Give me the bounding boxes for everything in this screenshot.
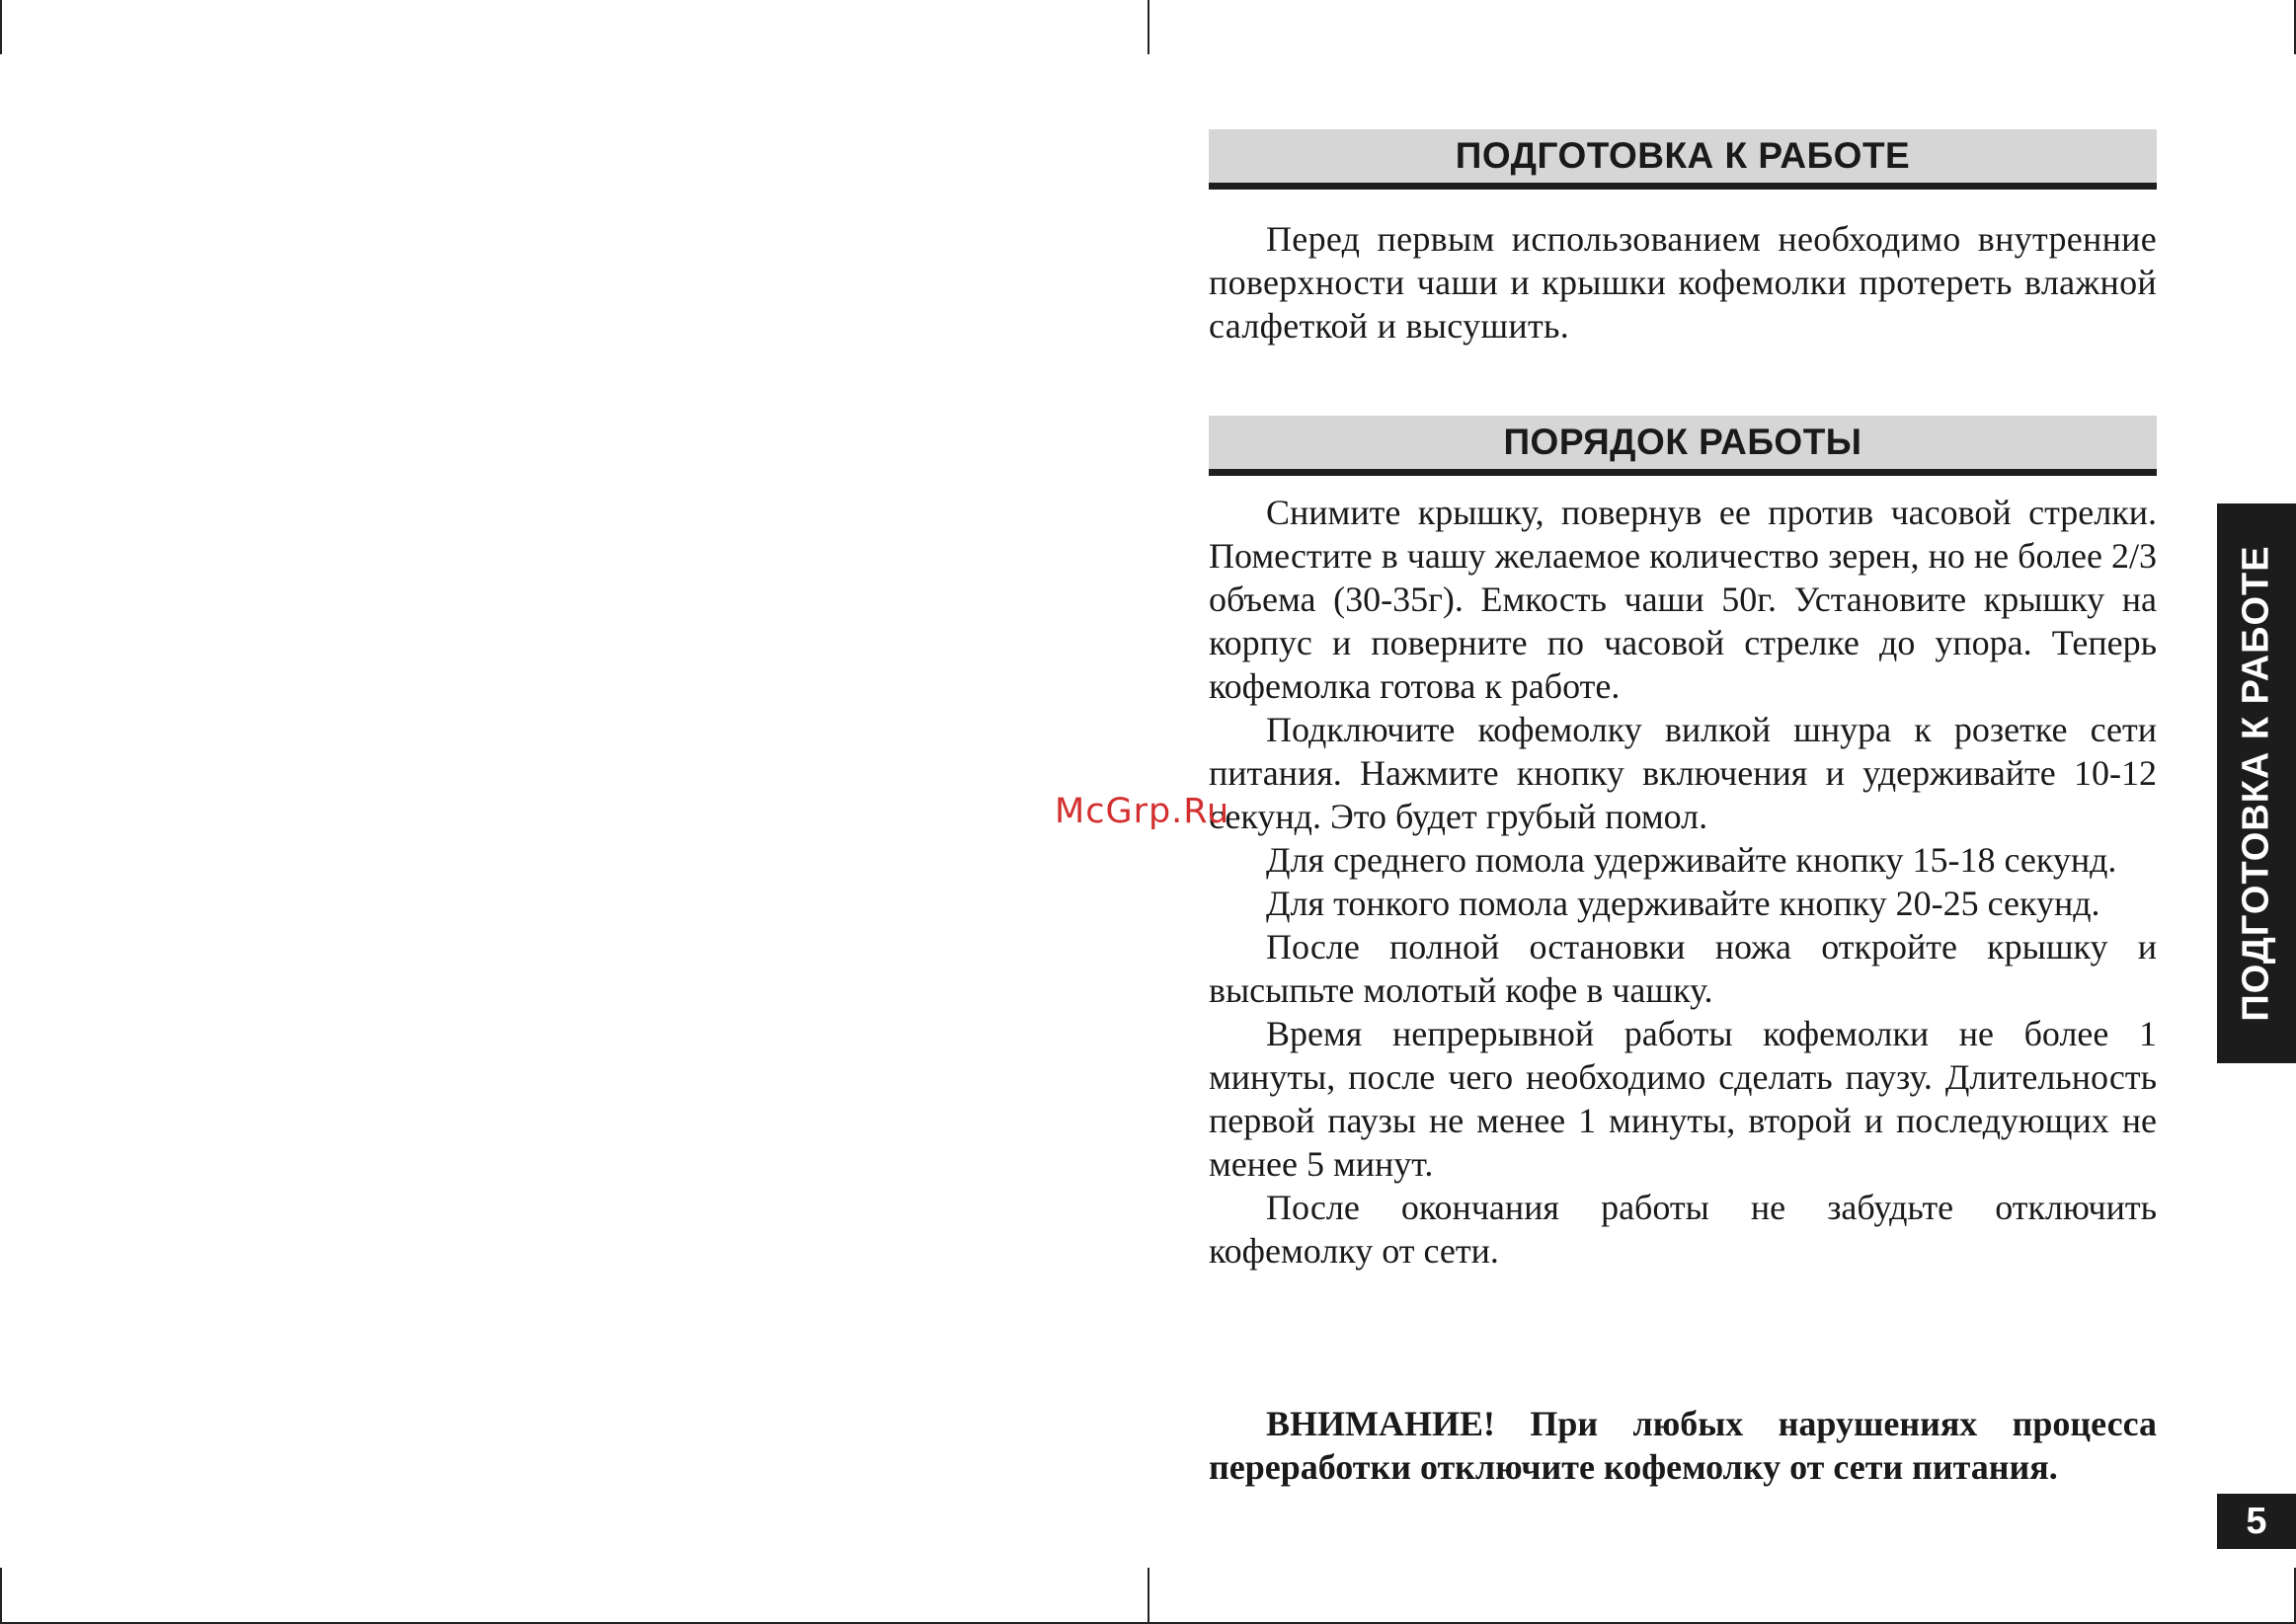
section-header-preparation: ПОДГОТОВКА К РАБОТЕ — [1209, 129, 2157, 190]
side-tab — [2217, 503, 2296, 1063]
side-tab-label: ПОДГОТОВКА К РАБОТЕ — [2235, 545, 2277, 1022]
operation-text — [1209, 491, 2157, 1273]
paragraph: После полной остановки ножа откройте крышку и высыпьте молотый кофе в чашку. — [1209, 927, 2157, 1010]
crop-mark — [1148, 0, 1149, 54]
preparation-text — [1209, 217, 2157, 348]
paragraph: Перед первым использованием необходимо внутренние поверхности чаши и крышки кофемолки протереть влажной салфеткой и высушить. — [1209, 219, 2157, 346]
page-number: 5 — [2217, 1494, 2296, 1549]
crop-mark — [1148, 1568, 1149, 1624]
crop-mark — [0, 0, 2, 54]
paragraph: Для среднего помола удерживайте кнопку 15-18 секунд. — [1266, 840, 2117, 880]
paragraph: Для тонкого помола удерживайте кнопку 20-25 секунд. — [1266, 884, 2100, 923]
crop-mark — [0, 1568, 2, 1624]
paragraph: После окончания работы не забудьте отключить кофемолку от сети. — [1209, 1188, 2157, 1271]
paragraph: Подключите кофемолку вилкой шнура к розетке сети питания. Нажмите кнопку включения и удерживайте 10-12 секунд. Это будет грубый помол. — [1209, 710, 2157, 836]
section-header-operation: ПОРЯДОК РАБОТЫ — [1209, 416, 2157, 476]
paragraph: Снимите крышку, повернув ее против часовой стрелки. Поместите в чашу желаемое количество зерен, но не более 2/3 объема (30-35г). Емкость чаши 50г. Установите крышку на корпус и поверните по часовой стрелке до упора. Теперь кофемолка готова к работе. — [1209, 493, 2157, 706]
watermark: McGrp.Ru — [1055, 792, 1230, 831]
paragraph: Время непрерывной работы кофемолки не более 1 минуты, после чего необходимо сделать паузу. Длительность первой паузы не менее 1 минуты, второй и последующих не менее 5 минут. — [1209, 1014, 2157, 1184]
warning-text: ВНИМАНИЕ! При любых нарушениях процесса переработки отключите кофемолку от сети питания. — [1209, 1404, 2157, 1487]
warning-note — [1209, 1402, 2157, 1489]
